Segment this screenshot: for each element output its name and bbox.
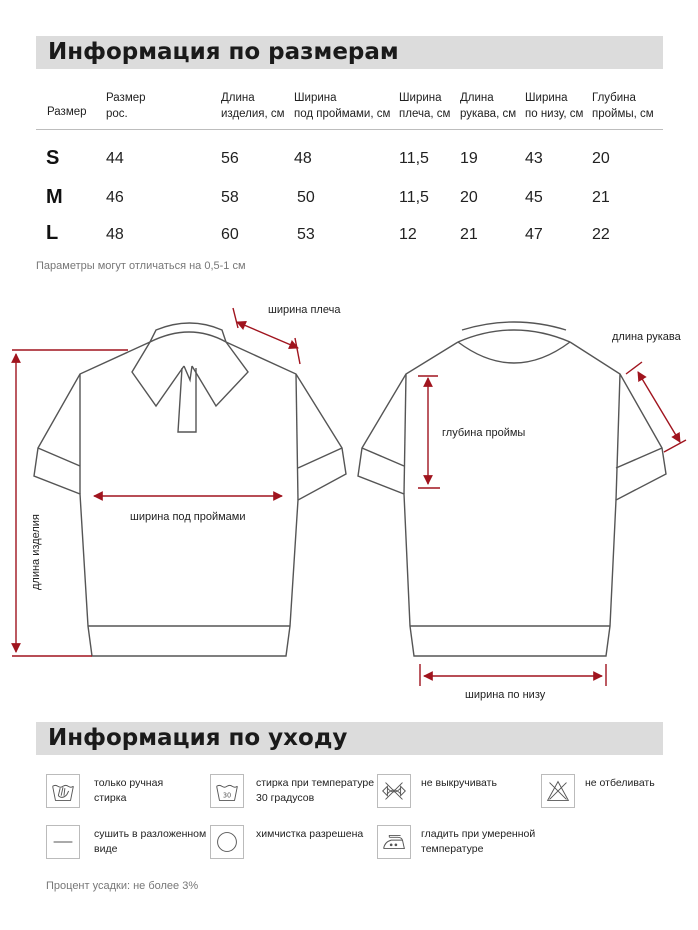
size-label: M <box>46 186 63 208</box>
cell: 44 <box>106 150 124 167</box>
col-header-ru-size: Размер рос. <box>106 92 146 120</box>
col-header-bottom: Ширина по низу, см <box>525 92 584 120</box>
tolerance-note: Параметры могут отличаться на 0,5-1 см <box>36 260 246 272</box>
care-item-iron-medium: гладить при умеренной температуре <box>421 828 536 855</box>
col-header-armhole-depth: Глубина проймы, см <box>592 92 654 120</box>
no-wring-icon <box>377 774 411 808</box>
label-sleeve-length: длина рукава <box>612 331 681 343</box>
col-header-length: Длина изделия, см <box>221 92 285 120</box>
cell: 21 <box>592 189 610 206</box>
cell: 21 <box>460 226 478 243</box>
cell: 60 <box>221 226 239 243</box>
label-width-under-armholes: ширина под проймами <box>130 511 246 523</box>
hand-wash-icon <box>46 774 80 808</box>
iron-medium-icon <box>377 825 411 859</box>
cell: 58 <box>221 189 239 206</box>
shoulder-tick <box>233 308 238 328</box>
size-label: S <box>46 147 60 169</box>
cell: 12 <box>399 226 417 243</box>
care-section-header <box>36 722 663 755</box>
dry-clean-icon <box>210 825 244 859</box>
cell: 20 <box>460 189 478 206</box>
dry-flat-icon <box>46 825 80 859</box>
cell: 11,5 <box>399 189 429 206</box>
care-section-title: Информация по уходу <box>48 725 348 751</box>
cell: 43 <box>525 150 543 167</box>
cell: 53 <box>297 226 315 243</box>
col-header-size: Размер <box>47 106 87 118</box>
care-item-no-wring: не выкручивать <box>421 777 497 789</box>
cell: 20 <box>592 150 610 167</box>
cell: 48 <box>294 150 312 167</box>
measurement-arrows <box>12 308 686 686</box>
sleeve-length-arrow <box>638 372 680 442</box>
cell: 22 <box>592 226 610 243</box>
front-shirt-outline <box>34 323 346 656</box>
cell: 56 <box>221 150 239 167</box>
no-bleach-icon <box>541 774 575 808</box>
label-length: длина изделия <box>30 514 42 590</box>
cell: 46 <box>106 189 124 206</box>
label-armhole-depth: глубина проймы <box>442 427 526 439</box>
cell: 19 <box>460 150 478 167</box>
wash-30-icon-text: 30 <box>222 791 232 800</box>
col-header-width-armholes: Ширина под проймами, см <box>294 92 391 120</box>
shoulder-width-arrow <box>237 322 298 348</box>
shrink-note: Процент усадки: не более 3% <box>46 880 199 892</box>
cell: 50 <box>297 189 315 206</box>
cell: 47 <box>525 226 543 243</box>
size-label: L <box>46 222 59 244</box>
care-item-wash-30: стирка при температуре 30 градусов <box>256 777 375 804</box>
label-bottom-width: ширина по низу <box>465 689 546 701</box>
label-shoulder-width: ширина плеча <box>268 304 341 316</box>
cell: 11,5 <box>399 150 429 167</box>
sleeve-tick <box>664 440 686 452</box>
sizes-section-title: Информация по размерам <box>48 39 399 65</box>
cell: 48 <box>106 226 124 243</box>
care-item-dry-flat: сушить в разложенном виде <box>94 828 207 855</box>
col-header-sleeve: Длина рукава, см <box>460 92 517 120</box>
care-item-dry-clean: химчистка разрешена <box>256 828 364 840</box>
sleeve-tick <box>626 362 642 374</box>
wash-30-icon <box>210 774 244 808</box>
back-shirt-outline <box>358 322 666 656</box>
care-item-hand-wash: только ручная стирка <box>94 777 164 804</box>
shoulder-tick <box>295 338 300 364</box>
care-item-no-bleach: не отбеливать <box>585 777 655 789</box>
cell: 45 <box>525 189 543 206</box>
col-header-shoulder: Ширина плеча, см <box>399 92 451 120</box>
